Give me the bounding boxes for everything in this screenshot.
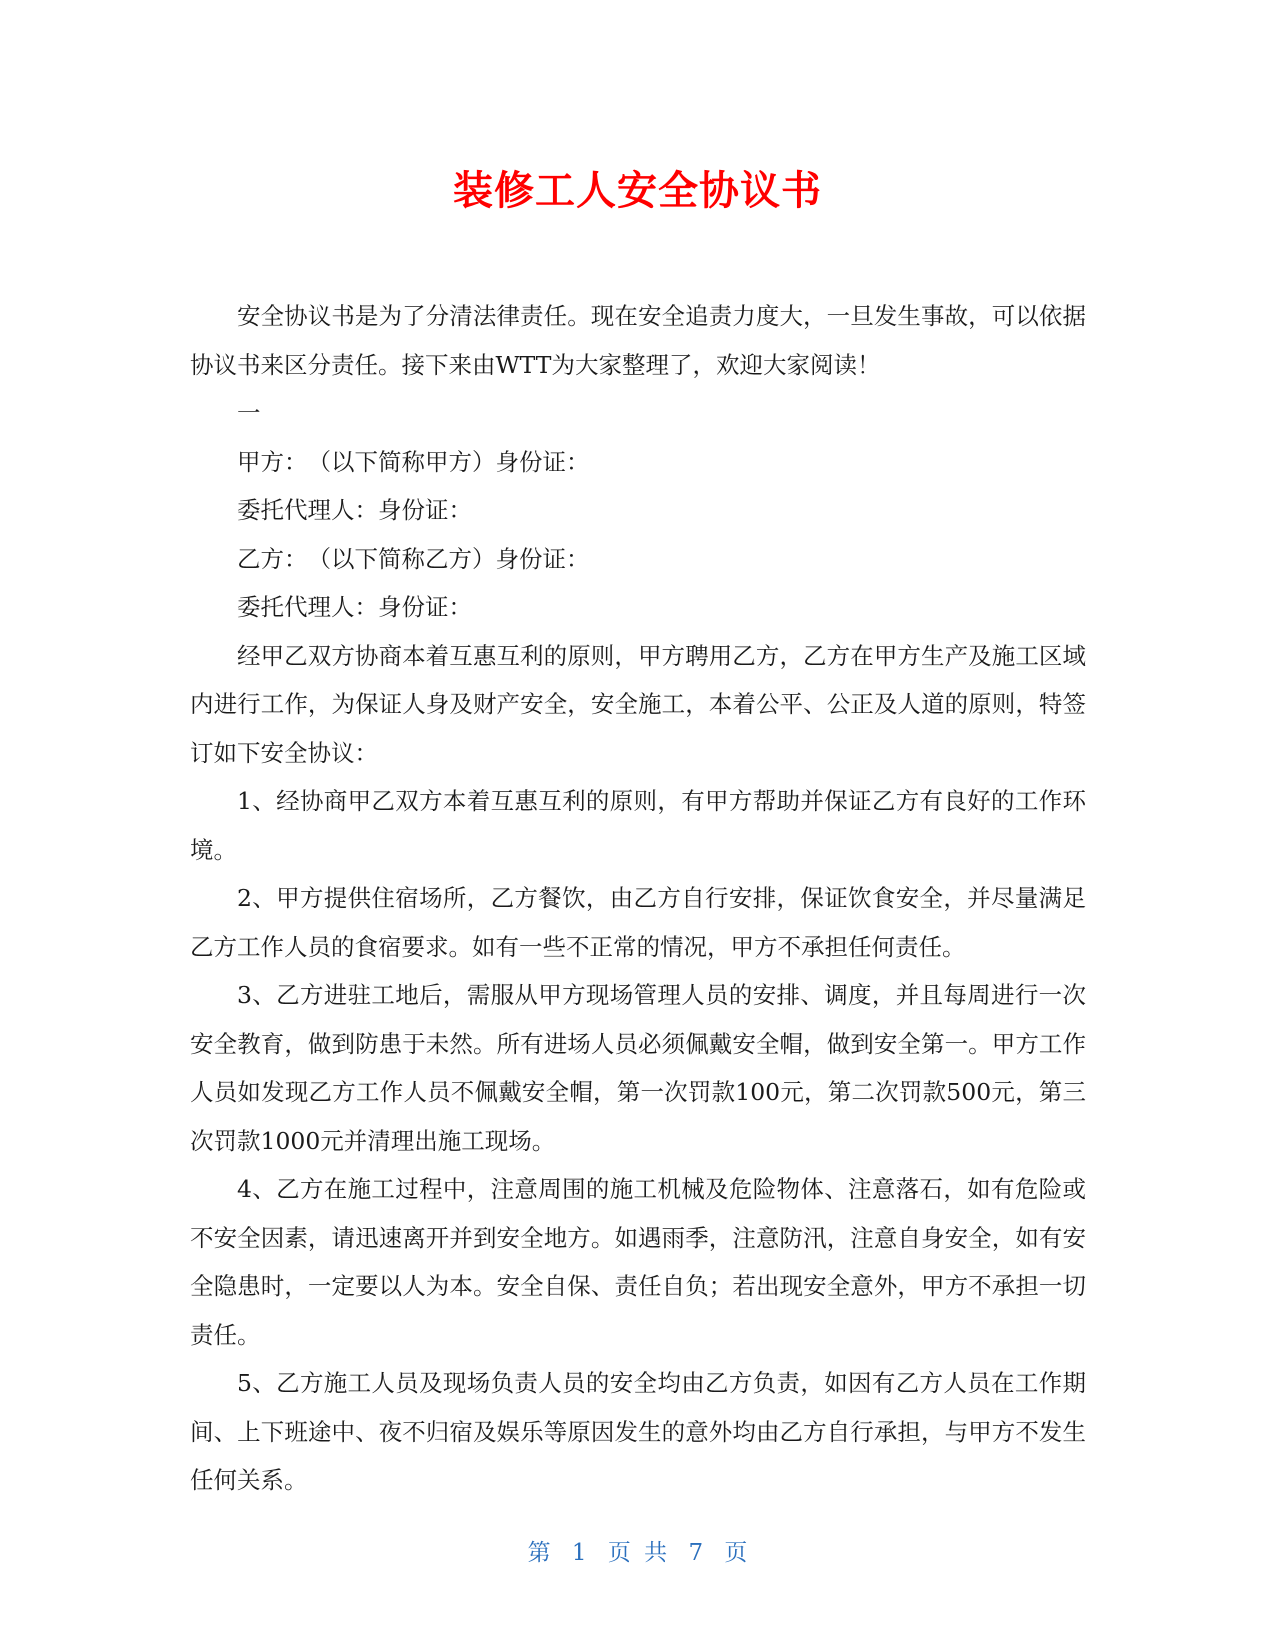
party-b-agent-line: 委托代理人：身份证： <box>237 593 472 621</box>
section-number: 一 <box>237 399 261 427</box>
clause-5: 5、乙方施工人员及现场负责人员的安全均由乙方负责，如因有乙方人员在工作期间、上下班途中、夜不归宿及娱乐等原因发生的意外均由乙方自行承担，与甲方不发生任何关系。 <box>190 1369 1086 1494</box>
preamble-paragraph: 经甲乙双方协商本着互惠互利的原则，甲方聘用乙方，乙方在甲方生产及施工区域内进行工作，为保证人身及财产安全，安全施工，本着公平、公正及人道的原则，特签订如下安全协议： <box>190 641 1086 767</box>
page-label-suffix: 页 <box>724 1540 748 1566</box>
clause-1: 1、经协商甲乙双方本着互惠互利的原则，有甲方帮助并保证乙方有良好的工作环境。 <box>190 787 1086 864</box>
intro-paragraph: 安全协议书是为了分清法律责任。现在安全追责力度大，一旦发生事故，可以依据协议书来区分责任。接下来由WTT为大家整理了，欢迎大家阅读！ <box>190 302 1086 379</box>
page-label-prefix: 第 <box>527 1540 551 1566</box>
clause-3: 3、乙方进驻工地后，需服从甲方现场管理人员的安排、调度，并且每周进行一次安全教育，做到防患于未然。所有进场人员必须佩戴安全帽，做到安全第一。甲方工作人员如发现乙方工作人员不佩戴安全帽，第一次罚款100元，第二次罚款500元，第三次罚款1000元并清理出施工现场。 <box>190 981 1086 1155</box>
document-title: 装修工人安全协议书 <box>453 168 822 214</box>
party-b-line: 乙方： （以下简称乙方）身份证： <box>237 544 590 573</box>
clause-2: 2、甲方提供住宿场所，乙方餐饮，由乙方自行安排，保证饮食安全，并尽量满足乙方工作人员的食宿要求。如有一些不正常的情况，甲方不承担任何责任。 <box>190 884 1086 961</box>
page-footer <box>0 1534 1275 1567</box>
document-body <box>190 292 1086 1505</box>
party-a-line: 甲方： （以下简称甲方）身份证： <box>237 447 590 476</box>
current-page-number: 1 <box>571 1540 587 1566</box>
page-label-mid: 页 共 <box>607 1540 668 1566</box>
clause-4: 4、乙方在施工过程中，注意周围的施工机械及危险物体、注意落石，如有危险或不安全因素，请迅速离开并到安全地方。如遇雨季，注意防汛，注意自身安全，如有安全隐患时，一定要以人为本。安全自保、责任自负；若出现安全意外，甲方不承担一切责任。 <box>190 1175 1086 1349</box>
party-a-agent-line: 委托代理人：身份证： <box>237 496 472 524</box>
total-page-count: 7 <box>688 1540 704 1566</box>
